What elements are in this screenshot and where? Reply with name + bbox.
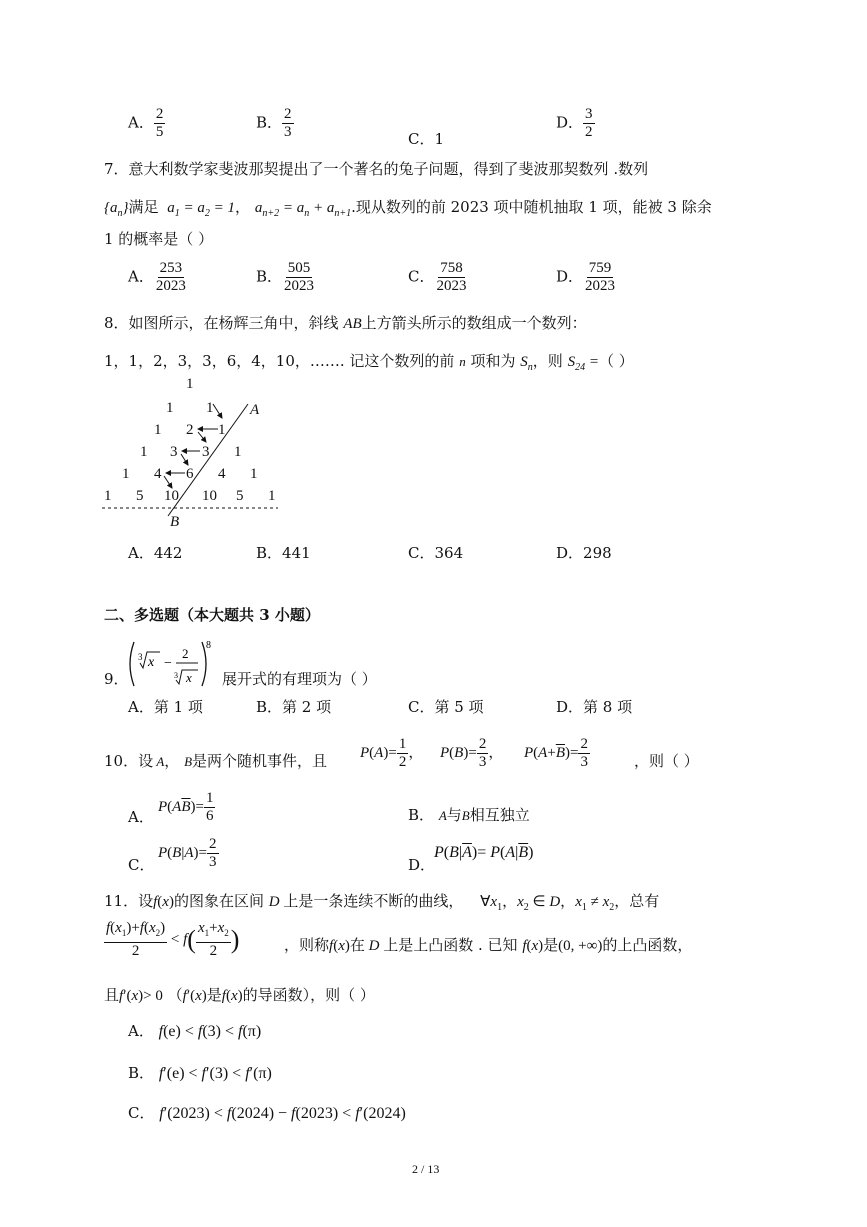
section-2-heading: 二、多选题（本大题共 3 小题） — [104, 606, 320, 624]
q6-option-a: A． $\frac{2}{5}$ — [128, 106, 164, 140]
q8-option-c: C．364 — [408, 544, 464, 562]
svg-text:3: 3 — [174, 671, 178, 680]
q9-binomial-expression — [126, 636, 216, 692]
q8-line1: 8．如图所示，在杨辉三角中，斜线 AB上方箭头所示的数组成一个数列： — [104, 314, 587, 332]
tri-r1-1: 1 — [206, 400, 214, 416]
tri-r5-4: 5 — [236, 488, 244, 504]
label-b: B — [170, 514, 180, 530]
q7-line3: 1 的概率是（ ） — [104, 230, 214, 248]
svg-text:x: x — [186, 670, 192, 685]
arrow-1 — [213, 404, 222, 418]
tri-r2-1: 2 — [186, 422, 194, 438]
q8-option-a: A．442 — [128, 544, 183, 562]
tri-r5-1: 5 — [136, 488, 144, 504]
svg-text:−: − — [164, 656, 172, 671]
tri-r3-3: 1 — [234, 444, 242, 460]
svg-text:x: x — [148, 655, 155, 670]
tri-r5-3: 10 — [202, 488, 217, 504]
tri-r4-4: 1 — [250, 466, 258, 482]
svg-text:8: 8 — [206, 640, 211, 651]
q7-line1: 7．意大利数学家斐波那契提出了一个著名的兔子问题，得到了斐波那契数列 .数列 — [104, 160, 649, 178]
q6-option-c: C．1 — [408, 130, 445, 148]
tri-r5-2: 10 — [164, 488, 179, 504]
tri-r3-1: 3 — [170, 444, 178, 460]
arrow-3 — [198, 432, 206, 442]
label-a: A — [250, 402, 260, 418]
q11-line3: 且f′(x)> 0 （f′(x)是f(x)的导函数），则（ ） — [104, 986, 375, 1004]
q9-option-c: C．第 5 项 — [408, 698, 484, 716]
tri-r4-2: 6 — [186, 466, 194, 482]
tri-r4-1: 4 — [154, 466, 162, 482]
q11-option-c: C． f′(2023) < f(2024) − f(2023) < f′(2024) — [128, 1104, 406, 1122]
tri-r3-0: 1 — [140, 444, 148, 460]
tri-r4-0: 1 — [122, 466, 130, 482]
tri-r1-0: 1 — [166, 400, 174, 416]
page-number: 2 / 13 — [412, 1162, 440, 1176]
q8-option-b: B．441 — [256, 544, 311, 562]
tri-r5-5: 1 — [268, 488, 276, 504]
q11-line2: $\frac{f(x_1)+f(x_2)}{2}$ < f( $\frac{x_1+x_2}{2}$ ) ，则称f(x)在 D 上是上凸函数 . 已知 f(x)是(0, +∞)的上凸函数， — [106, 920, 693, 959]
yanghui-triangle-figure — [100, 370, 290, 530]
q7-option-c: C． $\frac{758}{2023}$ — [408, 260, 467, 294]
q11-option-a: A． f(e) < f(3) < f(π) — [128, 1022, 262, 1040]
tri-r2-2: 1 — [218, 422, 226, 438]
q7-option-b: B． $\frac{505}{2023}$ — [256, 260, 315, 294]
q6-option-d: D． $\frac{3}{2}$ — [556, 106, 593, 140]
q6-option-b: B． $\frac{2}{3}$ — [256, 106, 292, 140]
tri-r5-0: 1 — [104, 488, 112, 504]
q11-option-b: B． f′(e) < f′(3) < f′(π) — [128, 1064, 272, 1082]
q8-line2: 1，1，2，3，3，6，4，10，……. 记这个数列的前 n 项和为 $S_n$，则 $S_{24}$ =（ ） — [104, 352, 634, 373]
q9-option-d: D．第 8 项 — [556, 698, 633, 716]
tri-r0-0: 1 — [186, 376, 194, 392]
svg-text:2: 2 — [182, 646, 189, 661]
q8-option-d: D．298 — [556, 544, 612, 562]
q10-option-b: B． A与B相互独立 — [408, 806, 530, 824]
q11-line1: 11．设f(x)的图象在区间 D 上是一条连续不断的曲线， $\forall x_1$，$x_2$ ∈ D，$x_1 \ne x_2$，总有 — [104, 892, 660, 913]
q7-line2: $\{a_n\}$满足 $a_1 = a_2 = 1$， $a_{n+2} = a_n + a_{n+1}$.现从数列的前 2023 项中随机抽取 1 项，能被 3 除余 — [104, 198, 712, 219]
q7-option-a: A． $\frac{253}{2023}$ — [128, 260, 186, 294]
arrow-5 — [181, 454, 188, 465]
arrow-7 — [164, 476, 172, 488]
tri-r4-3: 4 — [218, 466, 226, 482]
q7-option-d: D． $\frac{759}{2023}$ — [556, 260, 616, 294]
q9-option-a: A．第 1 项 — [128, 698, 203, 716]
svg-text:3: 3 — [138, 652, 143, 662]
tri-r2-0: 1 — [154, 422, 162, 438]
tri-r3-2: 3 — [202, 444, 210, 460]
q9-option-b: B．第 2 项 — [256, 698, 332, 716]
